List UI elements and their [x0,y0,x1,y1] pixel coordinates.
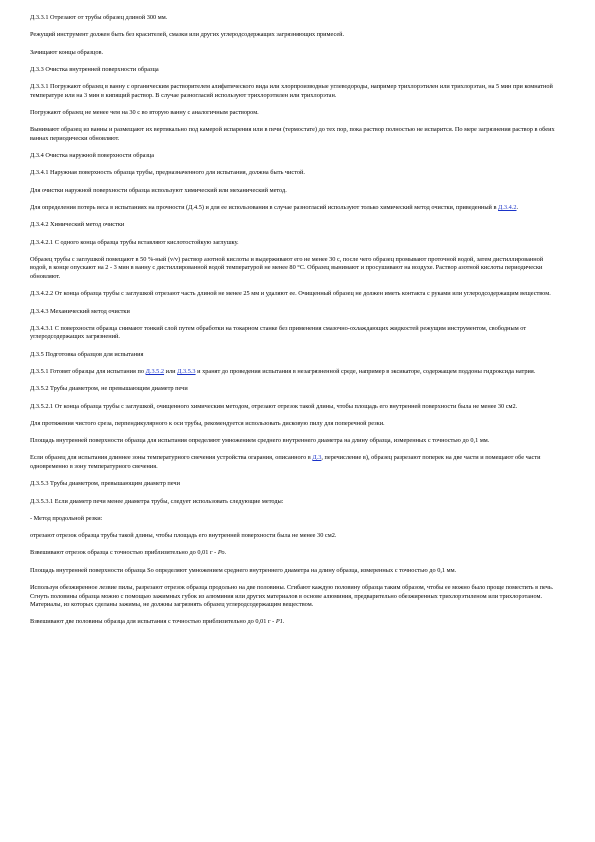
link-d3[interactable]: Д.3 [312,454,322,462]
paragraph: Д.3.4.2.1 С одного конца образца трубы вставляют кислотостойкую заглушку. [30,238,239,246]
paragraph: Площадь внутренней поверхности образца Sо определяют умножением среднего внутреннего диаметра на длину образца, измеренных с точностью до 0,1 мм. [30,566,457,574]
end-punct: . [516,204,519,211]
section-heading: Д.3.4.2 Химический метод очистки [30,221,125,229]
paragraph: Образец трубы с заглушкой помещают в 50 %-ный (v/v) раствор азотной кислоты и выдерживают его не менее 30 с, после чего образец промывают проточной водой, затем дистиллированной водой, в конце опускают на 2 - 3 мин в ванну с дистиллированной водой температурой не менее 80 °С. Образец вынимают и просушивают на воздухе. Раствор азотной кислоты периодически обновляют. [30,255,544,281]
paragraph: Режущий инструмент должен быть без красителей, смазки или других углеродсодержащих загрязняющих примесей. [30,31,345,39]
paragraph: Д.3.5.3.1 Если диаметр печи менее диаметра трубы, следует использовать следующие методы: [30,497,284,505]
paragraph: Используя обезжиренное лезвие пилы, разрезают отрезок образца продольно на две половины. Сгибают каждую половину образца таким образом, чтобы ее можно было проще поместить в печь. Сгнуть половины образца можно с помощью зажимных губок из алюминия или других материалов в основе алюминия, предварительно обезжиренных трихлорэтиленом или трихлорэтаном. Материалы, из которых сделаны зажимы, не должны загрязнять образец углеродсодержащим веществом. [30,584,554,609]
paragraph-text: Для определения потерь веса в испытаниях на прочности (Д.4.5) и для ее использования в случае разногласий используют только химический метод очистки, приведенный в [30,204,497,211]
paragraph [30,204,557,213]
paragraph [30,618,557,627]
link-d342[interactable]: Д.3.4.2 [498,204,517,211]
paragraph: Д.3.5.2.1 От конца образца трубы с заглушкой, очищенного химическим методом, отрезают отрезок такой длины, чтобы площадь его внутренней поверхности была не менее 30 см2. [30,402,518,410]
paragraph-text: Если образец для испытания длиннее зоны температурного свечения устройства огарания, описанного в [30,454,311,462]
mass-symbol-p1: Р1. [275,618,285,626]
section-heading: Д.3.5.3 Трубы диаметром, превышающим диаметр печи [30,480,180,488]
paragraph [30,454,557,471]
paragraph: Погружают образец не менее чем на 30 с во вторую ванну с аналогичным раствором. [30,109,259,116]
paragraph [30,549,557,558]
paragraph: Д.3.3.1 Отрезают от трубы образец длиной 300 мм. [30,14,168,21]
section-heading: Д.3.5 Подготовка образцов для испытания [30,350,144,358]
link-d353a[interactable]: Д.3.5.2 [145,368,165,376]
paragraph: Д.3.4.1 Наружная поверхность образца трубы, предназначенного для испытания, должна быть чистой. [30,169,305,177]
paragraph-text: или [165,368,176,376]
paragraph: Д.3.4.2.2 От конца образца трубы с заглушкой отрезают часть длиной не менее 25 мм и удаляют ее. Очищенный образец не должен иметь контакта с руками или углеродсодержащим веществом. [30,290,551,298]
paragraph: Для очистки наружной поверхности образца используют химический или механический метод. [30,186,287,194]
paragraph-text: Д.3.5.1 Готовят образцы для испытания по [30,368,145,376]
paragraph [30,368,557,377]
paragraph-text: Взвешивают отрезок образца с точностью приблизительно до 0,01 г - [30,549,217,557]
paragraph: Площадь внутренней поверхности образца для испытания определяют умножением среднего внутреннего диаметра на длину образца, измеренных с точностью до 0,1 мм. [30,437,490,445]
paragraph: Д.3.3.1 Погружают образец в ванну с органическим растворителем алифатического вида или хлорпроизводные углеводороды, например трихлорэтилен или трихлорэтан, на 5 мин при комнатной температуре или на 3 мин в кипящий раствор. В случае разногласий используют трихлорэтилен или трихлорэтан. [30,83,553,99]
paragraph: - Метод продольной резки: [30,514,103,522]
link-d353b[interactable]: Д.3.5.3 [177,368,196,376]
paragraph: Вынимают образец из ванны и размещают их вертикально под камерой испарения или в печи (термостате) до тех пор, пока раствор полностью не испарится. По мере загрязнения раствор в обеих ваннах периодически обновляют. [30,126,555,142]
paragraph: Д.3.4.3.1 С поверхности образца снимают тонкий слой путем обработки на токарном станке без применения смазочно-охлаждающих жидкостей режущим инструментом, свободным от углеродсодержащих загрязнений. [30,324,527,341]
section-heading: Д.3.5.2 Трубы диаметром, не превышающим диаметр печи [30,385,188,393]
section-heading: Д.3.3 Очистка внутренней поверхности образца [30,65,159,73]
paragraph-text: , перечисление в), образец разрезают поперек на две части и помещают обе части одновременно в зону температурного свечения. [30,454,541,471]
section-heading: Д.3.4.3 Механический метод очистки [30,307,130,315]
paragraph-text: Взвешивают две половины образца для испытания с точностью приблизительно до 0,01 г - [30,618,275,626]
paragraph: Зачищают концы образцов. [30,48,104,56]
paragraph: Для протяжения чистого среза, перпендикулярного к оси трубы, рекомендуется использовать дисковую пилу для поперечной резки. [30,419,385,427]
section-heading: Д.3.4 Очистка наружной поверхности образца [30,152,155,160]
paragraph: отрезают отрезок образца трубы такой длины, чтобы площадь его внутренней поверхности была не менее 30 см2. [30,532,337,540]
paragraph-text: и хранят до проведения испытания в незагрязненной среде, например в эксикаторе, содержащем поддоны гидроксида натрия. [197,368,536,376]
mass-symbol-p0: Ро. [217,549,227,557]
